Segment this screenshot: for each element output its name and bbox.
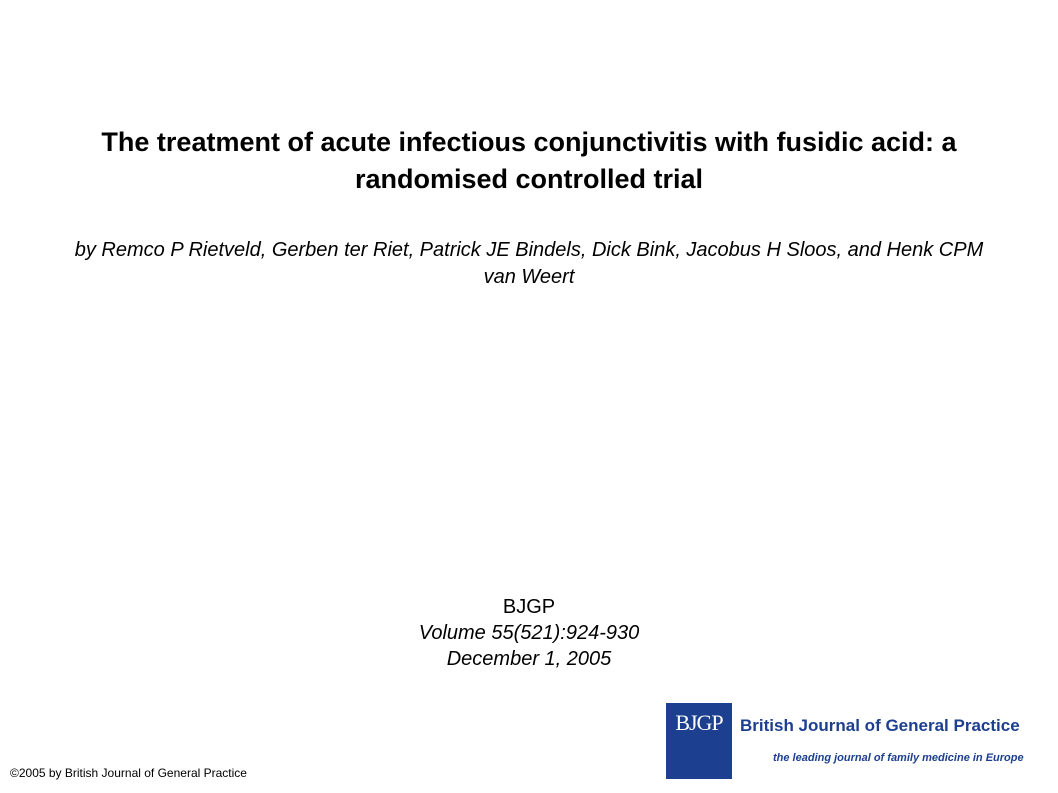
journal-banner [666, 703, 1047, 779]
brand-name: British Journal of General Practice [740, 716, 1020, 735]
journal-name: BJGP [502, 596, 556, 618]
article-authors: by Remco P Rietveld, Gerben ter Riet, Patrick JE Bindels, Dick Bink, Jacobus H Sloos, and Henk CPM van Weert [74, 239, 984, 288]
publication-date: December 1, 2005 [446, 648, 612, 670]
brand-tagline: the leading journal of family medicine in Europe [773, 752, 1024, 764]
journal-volume: Volume 55(521):924-930 [418, 622, 640, 644]
bjgp-logo-text: BJGP [675, 710, 723, 735]
article-title: The treatment of acute infectious conjunctivitis with fusidic acid: a randomised controlled trial [101, 127, 957, 194]
citation-block [329, 594, 729, 672]
copyright-notice: ©2005 by British Journal of General Practice [10, 766, 247, 780]
bjgp-logo [666, 703, 732, 779]
